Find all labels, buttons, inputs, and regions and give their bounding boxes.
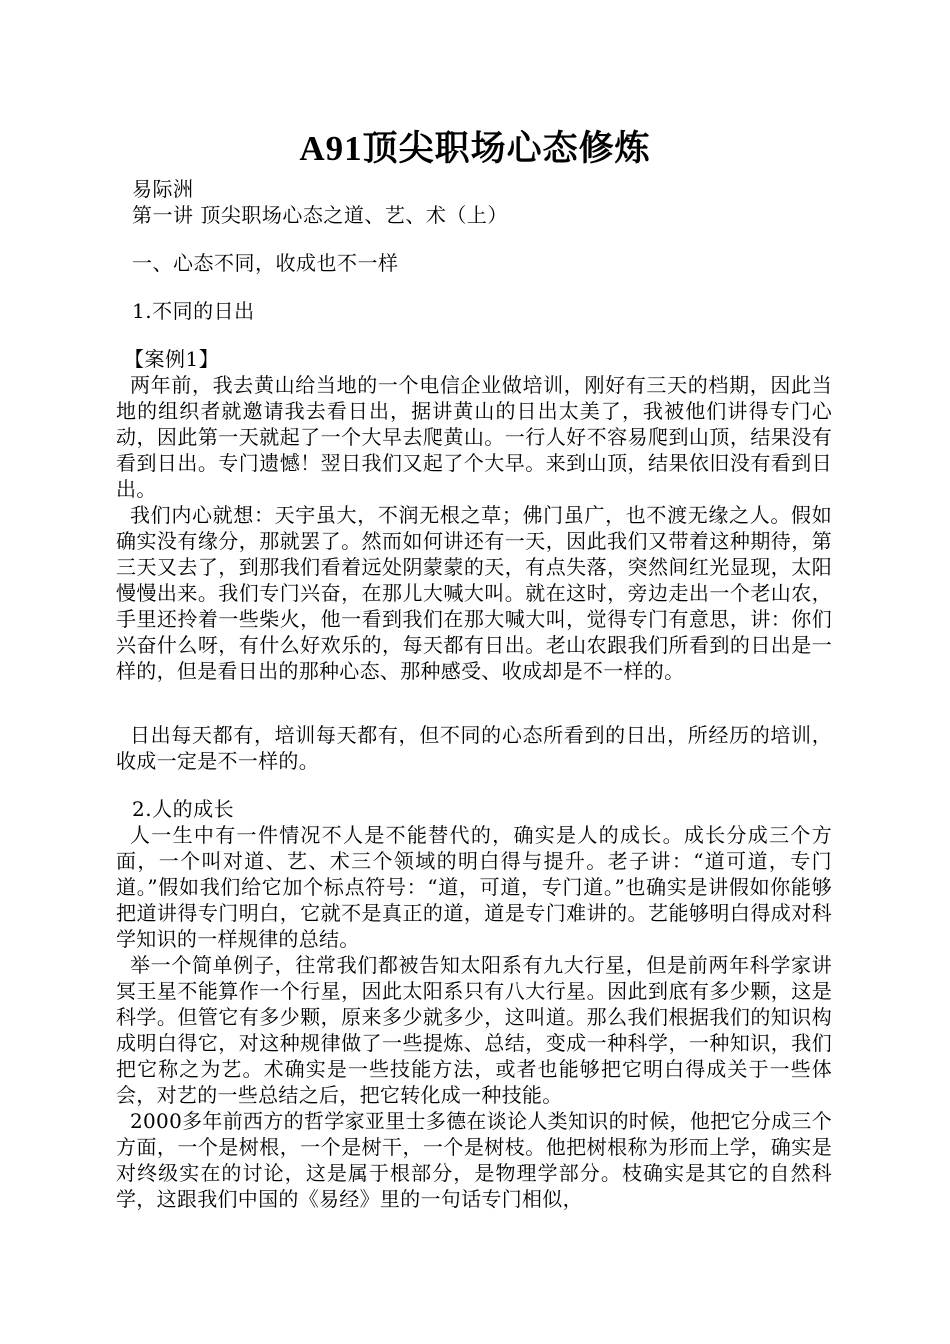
case-paragraph: 两年前，我去黄山给当地的一个电信企业做培训，刚好有三天的档期，因此当地的组织者就邀请我去看日出，据讲黄山的日出太美了，我被他们讲得专门心动，因此第一天就起了一个大早去爬黄山。一行人好不容易爬到山顶，结果没有看到日出。专门遗憾！翌日我们又起了个大早。来到山顶，结果依旧没有看到日出。 — [116, 373, 832, 501]
case-paragraph: 我们内心就想：天宇虽大，不润无根之草；佛门虽广，也不渡无缘之人。假如确实没有缘分，那就罢了。然而如何讲还有一天，因此我们又带着这种期待，第三天又去了，到那我们看着远处阴蒙蒙的天，有点失落，突然间红光显现，太阳慢慢出来。我们专门兴奋，在那儿大喊大叫。就在这时，旁边走出一个老山农，手里还拎着一些柴火，他一看到我们在那大喊大叫，觉得专门有意思，讲：你们兴奋什么呀，有什么好欢乐的，每天都有日出。老山农跟我们所看到的日出是一样的，但是看日出的那种心态、那种感受、收成却是不一样的。 — [116, 503, 832, 683]
author-line: 易际洲 — [132, 177, 194, 201]
summary-body — [116, 722, 832, 774]
subsection-heading-sunrise: 1.不同的日出 — [132, 299, 255, 323]
section-heading: 一、心态不同，收成也不一样 — [132, 251, 399, 275]
subsection-heading-growth: 2.人的成长 — [132, 797, 235, 821]
growth-paragraph: 举一个简单例子，往常我们都被告知太阳系有九大行星，但是前两年科学家讲冥王星不能算作一个行星，因此太阳系只有八大行星。因此到底有多少颗，这是科学。但管它有多少颗，原来多少就多少，这叫道。那么我们根据我们的知识构成明白得它，对这种规律做了一些提炼、总结，变成一种科学，一种知识，我们把它称之为艺。术确实是一些技能方法，或者也能够把它明白得成关于一些体会，对艺的一些总结之后，把它转化成一种技能。 — [116, 953, 832, 1107]
case-body — [116, 372, 832, 684]
growth-body — [116, 822, 832, 1212]
growth-paragraph: 2000多年前西方的哲学家亚里士多德在谈论人类知识的时候，他把它分成三个方面，一个是树根，一个是树干，一个是树枝。他把树根称为形而上学，确实是对终级实在的讨论，这是属于根部分，是物理学部分。枝确实是其它的自然科学，这跟我们中国的《易经》里的一句话专门相似， — [116, 1109, 832, 1211]
summary-paragraph: 日出每天都有，培训每天都有，但不同的心态所看到的日出，所经历的培训，收成一定是不一样的。 — [116, 723, 832, 773]
document-title: A91顶尖职场心态修炼 — [299, 129, 651, 168]
growth-paragraph: 人一生中有一件情况不人是不能替代的，确实是人的成长。成长分成三个方面，一个叫对道、艺、术三个领域的明白得与提升。老子讲：“道可道，专门道。”假如我们给它加个标点符号：“道，可道，专门道。”也确实是讲假如你能够把道讲得专门明白，它就不是真正的道，道是专门难讲的。艺能够明白得成对科学知识的一样规律的总结。 — [116, 823, 832, 951]
lecture-title: 第一讲 顶尖职场心态之道、艺、术（上） — [132, 203, 508, 227]
case-label: 【案例1】 — [124, 347, 220, 371]
